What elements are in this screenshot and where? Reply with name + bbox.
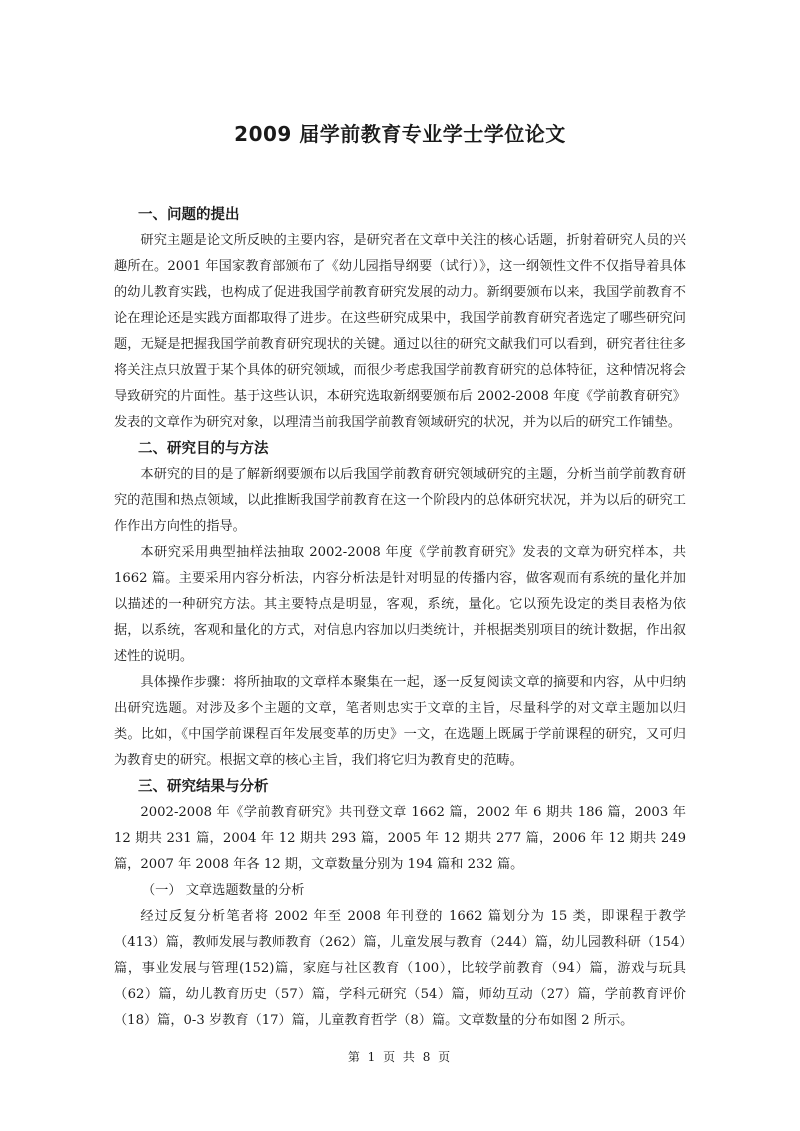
section-2-paragraph-1: 本研究的目的是了解新纲要颁布以后我国学前教育研究领域研究的主题，分析当前学前教育研究的范围和热点领域，以此推断我国学前教育在这一个阶段内的总体研究状况，并为以后的研究工作作出方向性的指导。	[114, 467, 686, 534]
page-footer: 第 1 页 共 8 页	[347, 1050, 453, 1064]
section-3-paragraph-1: 2002-2008 年《学前教育研究》共刊登文章 1662 篇，2002 年 6 期共 186 篇，2003 年 12 期共 231 篇，2004 年 12 期共 293 篇，2005 年 12 期共 277 篇，2006 年 12 期共 249 篇，2007 年 2008 年各 12 期，文章数量分别为 194 篇和 232 篇。	[114, 805, 686, 872]
subsection-paragraph-1: 经过反复分析笔者将 2002 年至 2008 年刊登的 1662 篇划分为 15 类，即课程于教学（413）篇，教师发展与教师教育（262）篇，儿童发展与教育（244）篇，幼儿园教科研（154）篇，事业发展与管理(152)篇，家庭与社区教育（100），比较学前教育（94）篇，游戏与玩具（62）篇，幼儿教育历史（57）篇，学科元研究（54）篇，师幼互动（27）篇，学前教育评价（18）篇，0-3 岁教育（17）篇，儿童教育哲学（8）篇。文章数量的分布如图 2 所示。	[114, 909, 686, 1028]
section-1-paragraph-1: 研究主题是论文所反映的主要内容，是研究者在文章中关注的核心话题，折射着研究人员的兴趣所在。2001 年国家教育部颁布了《幼儿园指导纲要（试行）》，这一纲领性文件不仅指导着具体的幼儿教育实践，也构成了促进我国学前教育研究发展的动力。新纲要颁布以来，我国学前教育不论在理论还是实践方面都取得了进步。在这些研究成果中，我国学前教育研究者选定了哪些研究问题，无疑是把握我国学前教育研究现状的关键。通过以往的研究文献我们可以看到，研究者往往多将关注点只放置于某个具体的研究领域，而很少考虑我国学前教育研究的总体特征，这种情况将会导致研究的片面性。基于这些认识，本研究选取新纲要颁布后 2002-2008 年度《学前教育研究》发表的文章作为研究对象，以理清当前我国学前教育领域研究的状况，并为以后的研究工作铺垫。	[114, 233, 686, 430]
document-title: 2009 届学前教育专业学士学位论文	[234, 122, 566, 146]
section-2-paragraph-3: 具体操作步骤：将所抽取的文章样本聚集在一起，逐一反复阅读文章的摘要和内容，从中归纳出研究选题。对涉及多个主题的文章，笔者则忠实于文章的主旨，尽量科学的对文章主题加以归类。比如，《中国学前课程百年发展变革的历史》一文，在选题上既属于学前课程的研究，又可归为教育史的研究。根据文章的核心主旨，我们将它归为教育史的范畴。	[114, 675, 686, 768]
section-heading-2: 二、研究目的与方法	[138, 441, 269, 457]
document-body	[114, 200, 686, 1034]
section-heading-1: 一、问题的提出	[138, 207, 240, 223]
section-heading-3: 三、研究结果与分析	[138, 779, 269, 795]
subsection-heading: （一） 文章选题数量的分析	[142, 883, 305, 898]
section-2-paragraph-2: 本研究采用典型抽样法抽取 2002-2008 年度《学前教育研究》发表的文章为研究样本，共 1662 篇。主要采用内容分析法，内容分析法是针对明显的传播内容，做客观而有系统的量化并加以描述的一种研究方法。其主要特点是明显，客观，系统，量化。它以预先设定的类目表格为依据，以系统，客观和量化的方式，对信息内容加以归类统计，并根据类别项目的统计数据，作出叙述性的说明。	[114, 545, 686, 664]
